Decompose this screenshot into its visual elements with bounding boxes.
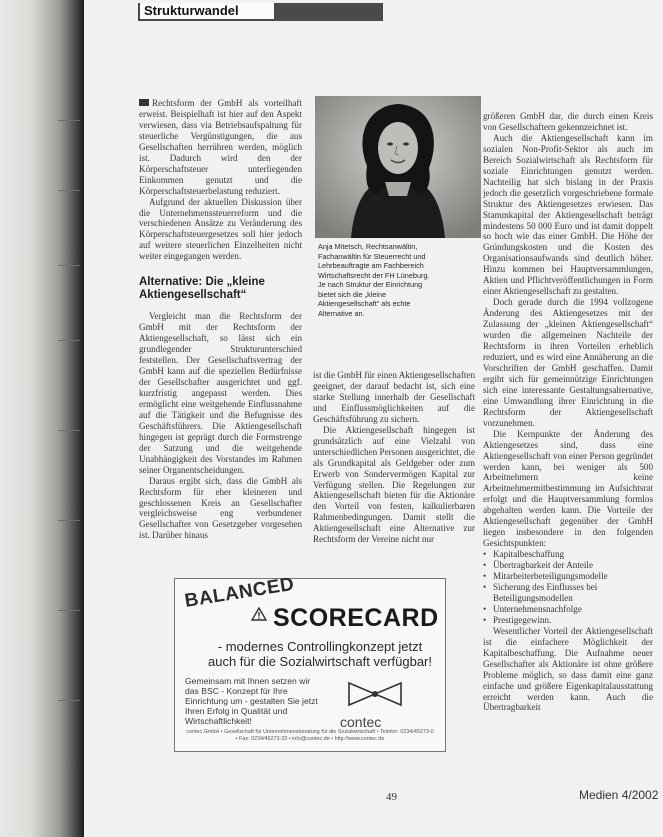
bowtie-logo-icon: [345, 677, 405, 711]
advantages-list: [483, 549, 653, 626]
issue-label: Medien 4/2002: [579, 788, 659, 802]
photo-caption: Anja Mitetsch, Rechtsanwältin, Fachanwältin für Steuerrecht und Lehrbeauftragte am Fachbereich Wirtschaftsrecht der FH Lüneburg. Je nach Struktur der Einrichtung bietet sich die „kleine Aktiengesellschaft“ als echte Alternative an.: [318, 242, 430, 318]
list-item: • Unternehmensnachfolge: [483, 604, 653, 615]
ad-company-logo: contec: [340, 714, 382, 730]
list-item: • Sicherung des Einflusses bei Beteiligungsmodellen: [483, 582, 653, 604]
paragraph: größeren GmbH dar, die durch einen Kreis von Gesellschaftern gekennzeichnet ist.: [483, 111, 653, 132]
paragraph: Vergleicht man die Rechtsform der GmbH mit der Rechtsform der Aktiengesellschaft, so lässt sich ein grundlegender Strukturunterschied feststellen. Der Gesellschaftsvertrag der GmbH kann auf die speziellen Bedürfnisse der Gesellschafter ausgerichtet und ggf. kurzfristig angepasst werden. Dies ermöglicht eine weitgehende Einflussnahme auf die Tätigkeit und die Befugnisse des Geschäftsführers. Die Aktiengesellschaft hingegen ist geprägt durch die Formstrenge der Satzung und die weitgehende Unabhängigkeit des Vorstandes im Rahmen seiner Organentscheidungen.: [139, 311, 302, 475]
paragraph: Rechtsform der GmbH als vorteilhaft erweist. Beispielhaft ist hier auf den Aspekt verwiesen, dass via Betriebsaufspaltung für steuerliche Vergünstigungen, die aus Gesellschaften herrühren werden, möglich ist. Dadurch wird den der Körperschaftsteuer unterliegenden Einkommen genutzt und die Körperschaftsteuerbelastung reduziert.: [139, 98, 302, 196]
continuation-marker-icon: [139, 99, 149, 106]
section-heading: Alternative: Die „kleine Aktiengesellschaft“: [139, 276, 265, 302]
book-binding-edge: [0, 0, 84, 837]
text-column-1: [139, 98, 302, 541]
ad-contact-footer: contec GmbH • Gesellschaft für Unternehmensberatung für die Sozialwirtschaft • Telefon: 0234/45273-0 • Fax: 0234/45273-33 • info@contec.de • http://www.contec.de: [186, 729, 434, 742]
list-item: • Übertragbarkeit der Anteile: [483, 560, 653, 571]
list-item: • Prestigegewinn.: [483, 615, 653, 626]
ad-body-text: Gemeinsam mit Ihnen setzen wir das BSC - Konzept für Ihre Einrichtung um - gestalten Sie jetzt Ihren Erfolg in Qualität und Wirtschaftlichkeit!: [185, 676, 318, 726]
text-column-2: [313, 370, 475, 545]
ad-tagline: - modernes Controllingkonzept jetzt auch für die Sozialwirtschaft verfügbar!: [208, 639, 432, 669]
ad-brand-scorecard: SCORECARD: [273, 604, 439, 632]
author-portrait-photo: [315, 96, 481, 238]
ad-brand-balanced: BALANCED: [183, 573, 296, 612]
advertisement-box: [174, 573, 446, 752]
warning-triangle-icon: [251, 607, 267, 621]
paragraph: Doch gerade durch die 1994 vollzogene Änderung des Aktiengesetzes mit der Zulassung der „kleinen Aktiengesellschaft“ wurden die allgemeinen Nachteile der Rechtsform in ihren Vorteilen erheblich reduziert, und es wird eine Annäherung an die Vorschriften der GmbH geschaffen. Damit ergibt sich für gemeinnützige Einrichtungen sich eine interessante Gestaltungsalternative, eine Umwandlung ihrer Einrichtung in die Rechtsform der Aktiengesellschaft vorzunehmen.: [483, 297, 653, 428]
list-item: • Mitarbeiterbeteiligungsmodelle: [483, 571, 653, 582]
paragraph: Auch die Aktiengesellschaft kann im sozialen Non-Profit-Sektor als auch im Bereich Sozialwirtschaft als Rechtsform für soziale Einrichtungen genutzt werden. Nachteilig hat sich bislang in der Praxis jedoch die gesetzlich vorgeschriebene formale Struktur des Aktiengesetzes erwiesen. Das Stammkapital der Aktiengesellschaft beträgt mindestens 50 000 Euro und ist damit doppelt so hoch wie das einer GmbH. Die Höhe der Gründungskosten und die Kosten des Organisationsaufwands sind deutlich höher. Hinzu kommen bei Hauptversammlungen, Aktien und Pflichtveröffentlichungen in Form einer Aktiengesellschaft zu gestalten.: [483, 132, 653, 297]
paragraph: Die Kernpunkte der Änderung des Aktiengesetzes sind, dass eine Aktiengesellschaft von einer Person gegründet werden kann, bei weniger als 500 Arbeitnehmern keine Arbeitnehmermitbestimmung im Aufsichtsrat erfolgt und die Hauptversammlung formlos abgehalten werden kann. Die Vorteile der Aktiengesellschaft gegenüber der GmbH liegen insbesondere in den folgenden Gesichtspunkten:: [483, 428, 653, 549]
paragraph: Wesentlicher Vorteil der Aktiengesellschaft ist die einfachere Möglichkeit der Kapitalbeschaffung. Die Aufnahme neuer Gesellschafter als Aktionäre ist ohne größere Probleme möglich, so dass damit eine ganz einfache und größere Eigenkapitalausstattung erreicht werden kann. Auch die Übertragbarkeit: [483, 625, 653, 713]
paragraph: Die Aktiengesellschaft hingegen ist grundsätzlich auf eine Vielzahl von unterschiedlichen Personen ausgerichtet, die als Grundkapital als Geldgeber oder zum Erwerb von Sondervermögen Kapital zur Verfügung stellen. Die Regelungen zur Aktiengesellschaft bieten für die Aktionäre den Vorteil von festen, kalkulierbaren Rahmenbedingungen. Damit stellt die Aktiengesellschaft eine Alternative zur Rechtsform der Vereine nicht nur: [313, 424, 475, 545]
paragraph: Aufgrund der aktuellen Diskussion über die Unternehmenssteuerreform und die verschiedenen Ansätze zu Veränderung des Körperschaftsteuergesetzes soll hier jedoch auf weitere steuerlichen Einzelheiten nicht weiter eingegangen werden.: [139, 196, 302, 262]
portrait-illustration: [315, 96, 481, 238]
section-title: Strukturwandel: [140, 3, 274, 19]
list-item: • Kapitalbeschaffung: [483, 549, 653, 560]
paragraph: Daraus ergibt sich, dass die GmbH als Rechtsform für eher kleineren und geschlossenen Kreis an Gesellschafter vergleichsweise eng verbundener Gesellschafter von Gesetzgeber vorgesehen ist. Darüber hinaus: [139, 475, 302, 541]
page-number: 49: [386, 791, 397, 803]
text-column-3: [483, 111, 653, 713]
paragraph: ist die GmbH für einen Aktiengesellschaften geeignet, der darauf bedacht ist, sich eine starke Stellung innerhalb der Gesellschaft und Einflussmöglichkeiten auf die Geschäftsführung zu sichern.: [313, 370, 475, 424]
